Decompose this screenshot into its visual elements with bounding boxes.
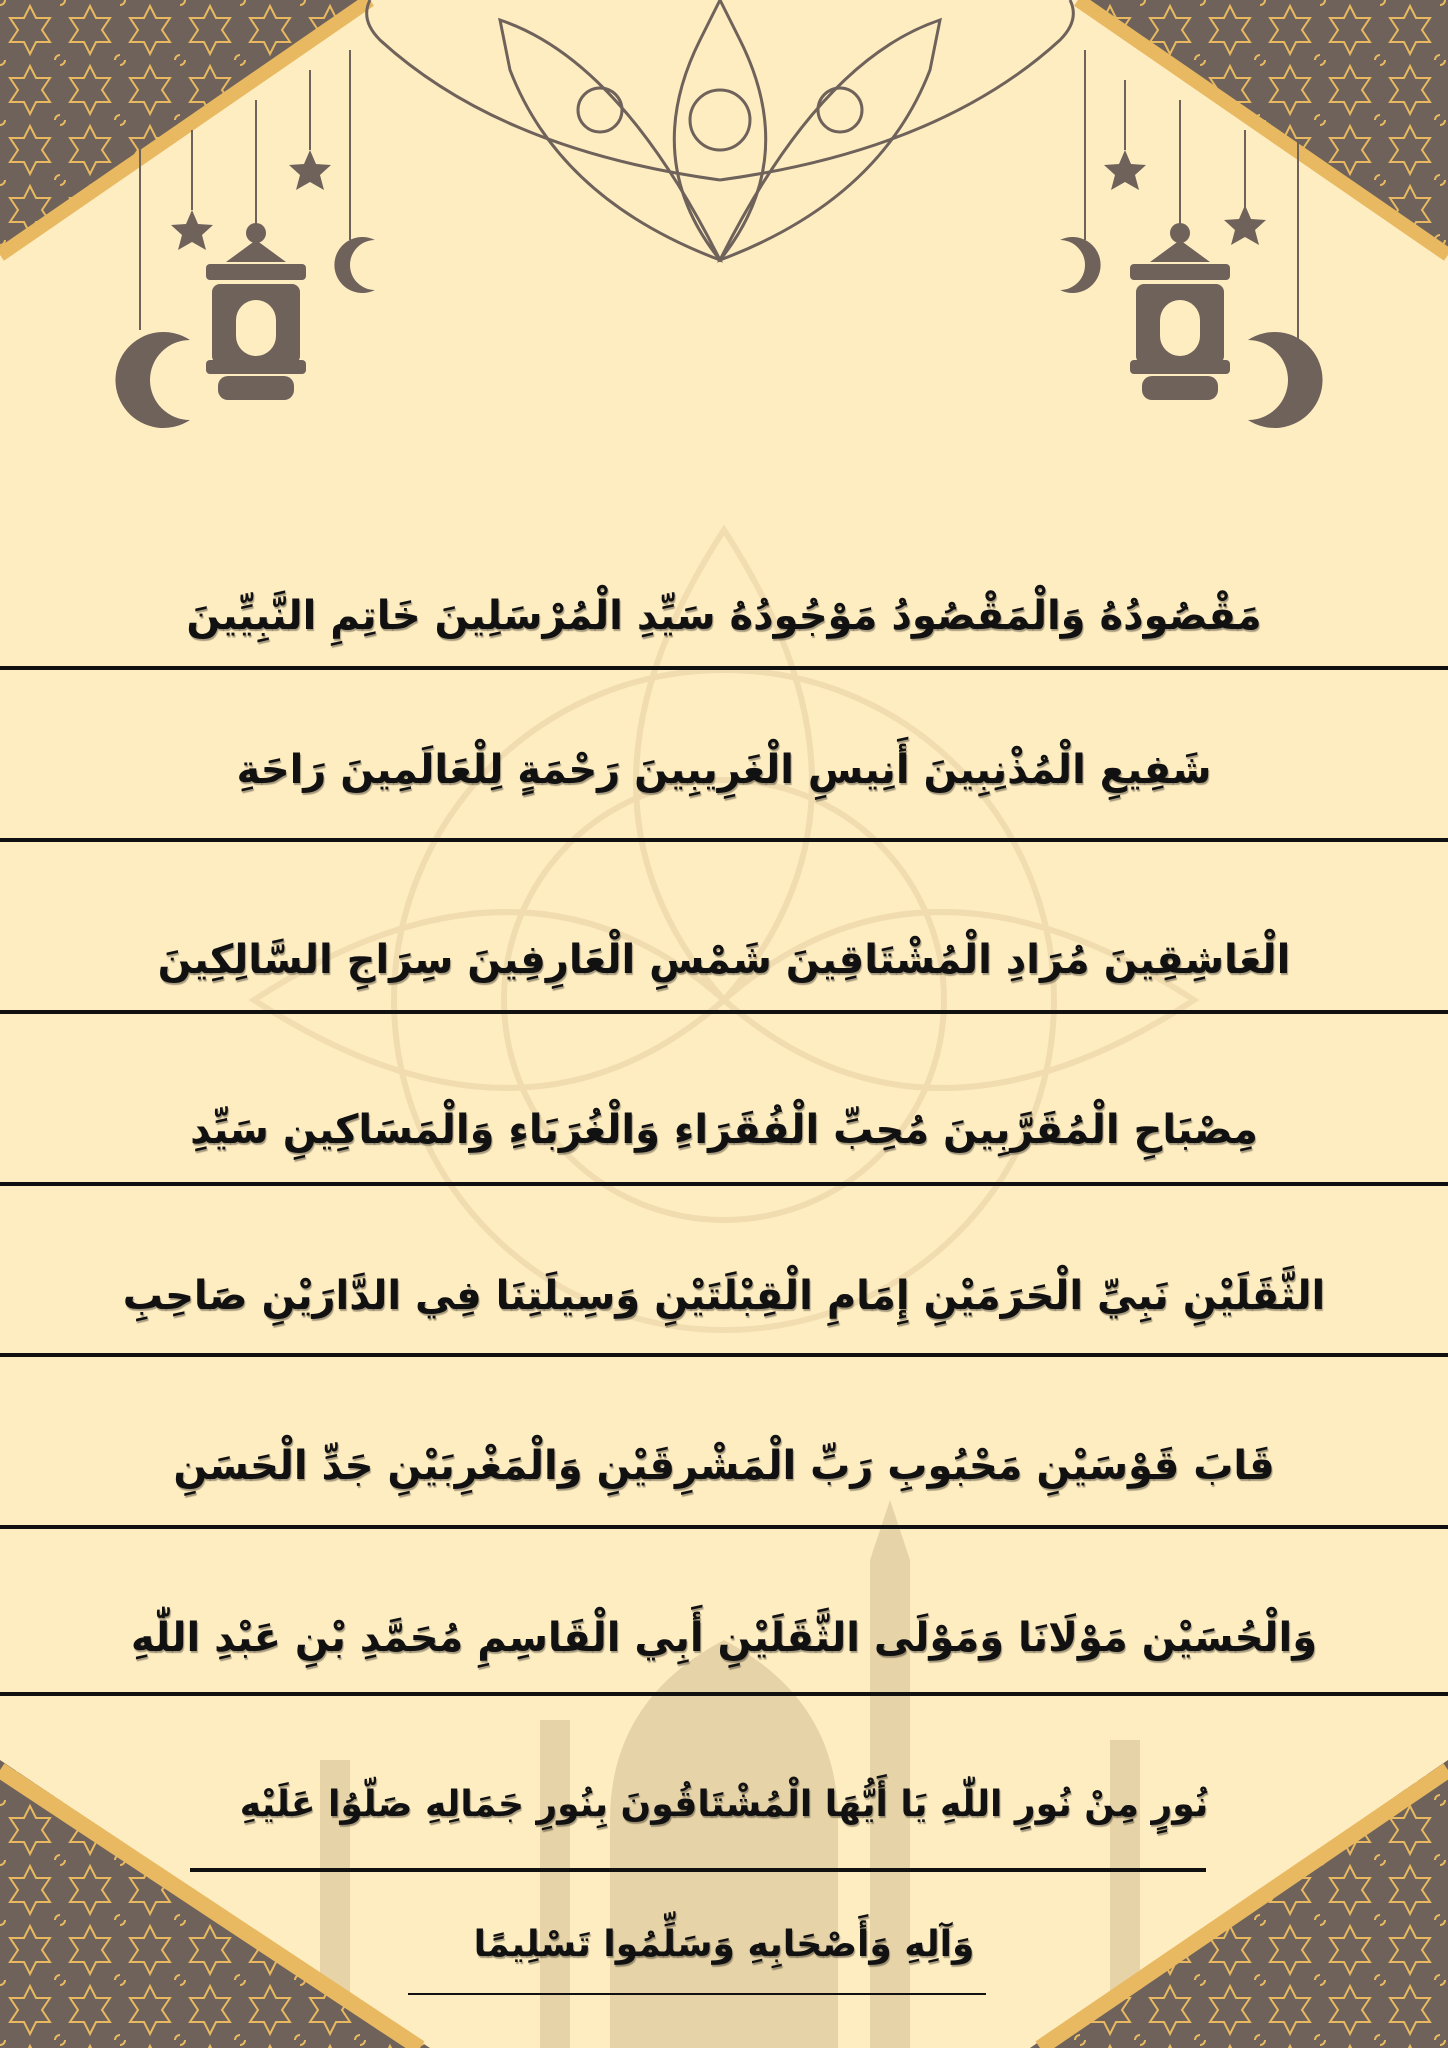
text-line-1: مَقْصُودُهُ وَالْمَقْصُودُ مَوْجُودُهُ سَيِّدِ الْمُرْسَلِينَ خَاتِمِ النَّبِيِّينَ (186, 593, 1262, 639)
crescent-moon-icon (1060, 237, 1101, 293)
divider (0, 838, 1448, 842)
text-line-9: وَآلِهِ وَأَصْحَابِهِ وَسَلِّمُوا تَسْلِيمًا (473, 1924, 975, 1965)
lantern-icon (206, 223, 306, 400)
star-icon (1224, 205, 1266, 245)
text-line-6: قَابَ قَوْسَيْنِ مَحْبُوبِ رَبِّ الْمَشْرِقَيْنِ وَالْمَغْرِبَيْنِ جَدِّ الْحَسَنِ (173, 1443, 1275, 1489)
underline (408, 1993, 986, 1995)
star-icon (171, 210, 213, 250)
mandala-icon (367, 0, 1074, 260)
divider (0, 666, 1448, 670)
text-line-7: وَالْحُسَيْن مَوْلَانَا وَمَوْلَى الثَّقَلَيْنِ أَبِي الْقَاسِمِ مُحَمَّدِ بْنِ عَبْدِ اللّٰهِ (130, 1615, 1318, 1661)
text-line-8: نُورٍ مِنْ نُورِ اللّٰهِ يَا أَيُّهَا الْمُشْتَاقُونَ بِنُورِ جَمَالِهِ صَلّوُا عَلَيْهِ (239, 1784, 1209, 1825)
text-line-3: الْعَاشِقِينَ مُرَادِ الْمُشْتَاقِينَ شَمْسِ الْعَارِفِينَ سِرَاجِ السَّالِكِينَ (157, 937, 1291, 983)
divider (0, 1692, 1448, 1696)
divider (0, 1010, 1448, 1014)
lantern-icon (1130, 223, 1230, 400)
mandala-watermark (254, 530, 1194, 1330)
text-line-4: مِصْبَاحِ الْمُقَرَّبِينَ مُحِبِّ الْفُقَرَاءِ وَالْغُرَبَاءِ وَالْمَسَاكِينِ سَيِّدِ (190, 1107, 1258, 1153)
divider (190, 1868, 1206, 1872)
divider (0, 1353, 1448, 1357)
divider (0, 1525, 1448, 1529)
crescent-moon-icon (334, 237, 375, 293)
star-icon (289, 150, 331, 190)
crescent-moon-icon (1248, 332, 1323, 428)
divider (0, 1182, 1448, 1186)
text-line-2: شَفِيعِ الْمُذْنِبِينَ أَنِيسِ الْغَرِيبِينَ رَحْمَةٍ لِلْعَالَمِينَ رَاحَةِ (236, 747, 1212, 793)
crescent-moon-icon (115, 332, 190, 428)
text-line-5: الثَّقَلَيْنِ نَبِيِّ الْحَرَمَيْنِ إِمَامِ الْقِبْلَتَيْنِ وَسِيلَتِنَا فِي الدَّارَيْنِ صَاحِبِ (122, 1273, 1326, 1319)
star-icon (1104, 150, 1146, 190)
